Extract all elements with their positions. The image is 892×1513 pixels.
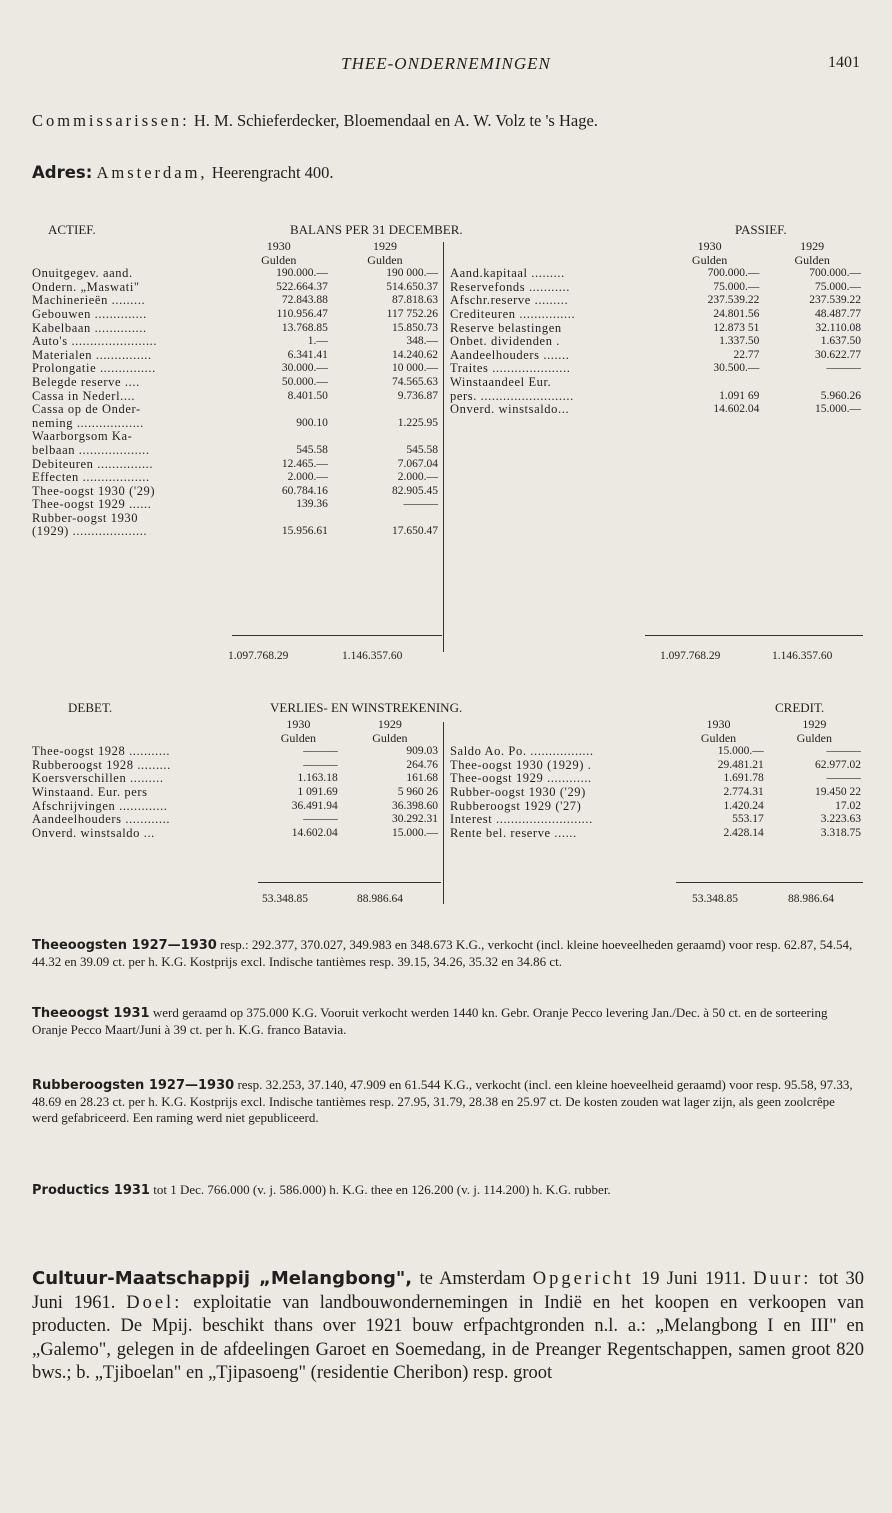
row-label: Crediteuren ............... bbox=[450, 306, 576, 321]
value-1930: 1.163.18 bbox=[297, 772, 338, 785]
row-label: Gebouwen .............. bbox=[32, 306, 147, 321]
table-row bbox=[448, 772, 863, 786]
value-1930 bbox=[228, 512, 330, 526]
note-theeoogsten bbox=[32, 937, 862, 970]
unit-header-row bbox=[448, 732, 863, 746]
debet-label: DEBET. bbox=[68, 700, 113, 715]
adres-city: Amsterdam, bbox=[96, 163, 208, 182]
value-1930: 545.58 bbox=[296, 443, 328, 456]
year-1930: 1930 bbox=[286, 717, 311, 731]
value-1929: ——— bbox=[826, 772, 861, 785]
value-1929: ——— bbox=[826, 745, 861, 758]
credit-total-1930: 53.348.85 bbox=[692, 893, 738, 905]
value-1930: 1 091.69 bbox=[297, 785, 338, 798]
value-1929: 3.223.63 bbox=[820, 813, 861, 826]
row-label: pers. ......................... bbox=[450, 388, 574, 403]
value-1929: 909.03 bbox=[406, 745, 438, 758]
value-1929: 264.76 bbox=[406, 758, 438, 771]
actief-total-1929: 1.146.357.60 bbox=[342, 650, 403, 662]
value-1929: 48.487.77 bbox=[815, 307, 861, 320]
table-row bbox=[448, 759, 863, 773]
value-1929: 9.736.87 bbox=[397, 389, 438, 402]
credit-table bbox=[448, 718, 863, 840]
value-1930: 900.10 bbox=[296, 416, 328, 429]
company-entry bbox=[32, 1267, 864, 1386]
commissarissen-label: Commissarissen: bbox=[32, 111, 190, 130]
table-row bbox=[30, 444, 440, 458]
passief-total-1929: 1.146.357.60 bbox=[772, 650, 833, 662]
note-producties bbox=[32, 1182, 862, 1199]
table-row bbox=[30, 335, 440, 349]
value-1930: ——— bbox=[303, 758, 338, 771]
table-row bbox=[448, 813, 863, 827]
passief-label: PASSIEF. bbox=[735, 222, 787, 237]
value-1930: 24.801.56 bbox=[713, 307, 760, 320]
unit-label: Gulden bbox=[372, 730, 408, 745]
year-1930: 1930 bbox=[697, 239, 722, 253]
value-1929: 32.110.08 bbox=[815, 321, 861, 334]
value-1929 bbox=[761, 376, 863, 390]
value-1929: 5.960.26 bbox=[820, 389, 861, 402]
row-label: Belegde reserve .... bbox=[32, 374, 140, 389]
passief-table bbox=[448, 240, 863, 417]
row-label: Winstaand. Eur. pers bbox=[32, 784, 148, 799]
row-label: Rubber-oogst 1930 bbox=[32, 510, 139, 525]
row-label: Saldo Ao. Po. ................. bbox=[450, 744, 594, 759]
table-row bbox=[30, 349, 440, 363]
balans-divider bbox=[443, 242, 444, 652]
row-label: Rente bel. reserve ...... bbox=[450, 825, 577, 840]
value-1929: 15.850.73 bbox=[392, 321, 438, 334]
value-1929 bbox=[330, 403, 440, 417]
adres-label: Adres: bbox=[32, 163, 93, 182]
value-1930: 14.602.04 bbox=[291, 826, 338, 839]
table-row bbox=[30, 485, 440, 499]
table-row bbox=[448, 403, 863, 417]
company-name: Cultuur-Maatschappij „Melangbong", bbox=[32, 1268, 413, 1289]
row-label: Koersverschillen ......... bbox=[32, 771, 164, 786]
table-row bbox=[448, 349, 863, 363]
year-header-row bbox=[448, 240, 863, 254]
value-1929: 19.450 22 bbox=[815, 785, 861, 798]
value-1930: 1.420.24 bbox=[723, 799, 764, 812]
year-1930: 1930 bbox=[266, 239, 291, 253]
row-label: neming .................. bbox=[32, 415, 144, 430]
value-1929 bbox=[330, 430, 440, 444]
value-1930: ——— bbox=[303, 813, 338, 826]
debet-table bbox=[30, 718, 440, 840]
value-1929: 17.02 bbox=[835, 799, 861, 812]
adres-street: Heerengracht 400. bbox=[211, 163, 334, 182]
table-row bbox=[30, 281, 440, 295]
duur-label: Duur: bbox=[753, 1269, 812, 1289]
row-label: Reserve belastingen bbox=[450, 320, 562, 335]
row-label: Reservefonds ........... bbox=[450, 279, 570, 294]
value-1929: 36.398.60 bbox=[392, 799, 438, 812]
row-label: Thee-oogst 1930 ('29) bbox=[32, 483, 156, 498]
table-row bbox=[448, 745, 863, 759]
value-1929: 15.000.— bbox=[392, 826, 438, 839]
value-1929: 17.650.47 bbox=[392, 525, 438, 538]
value-1930: 237.539.22 bbox=[707, 294, 760, 307]
table-row bbox=[30, 800, 440, 814]
value-1930: 60.784.16 bbox=[281, 484, 328, 497]
value-1929: 62.977.02 bbox=[815, 758, 861, 771]
row-label: Effecten .................. bbox=[32, 470, 150, 485]
value-1930: 139.36 bbox=[296, 498, 328, 511]
value-1930: 110.956.47 bbox=[276, 307, 328, 320]
value-1929: 87.818.63 bbox=[392, 294, 438, 307]
row-label: Thee-oogst 1929 ...... bbox=[32, 497, 152, 512]
row-label: Winstaandeel Eur. bbox=[450, 374, 552, 389]
value-1929 bbox=[330, 512, 440, 526]
value-1929: 14.240.62 bbox=[392, 348, 438, 361]
table-row bbox=[30, 471, 440, 485]
table-row bbox=[448, 308, 863, 322]
commissarissen-text: H. M. Schieferdecker, Bloemendaal en A. W. Volz te 's Hage. bbox=[193, 111, 598, 130]
year-1929: 1929 bbox=[372, 239, 397, 253]
table-row bbox=[30, 362, 440, 376]
value-1930: 13.768.85 bbox=[281, 321, 328, 334]
value-1930: 14.602.04 bbox=[713, 403, 760, 416]
table-row bbox=[30, 267, 440, 281]
note-head: Productics 1931 bbox=[32, 1183, 150, 1198]
value-1929: 7.067.04 bbox=[397, 457, 438, 470]
note-head: Theeoogst 1931 bbox=[32, 1006, 150, 1021]
verlies-divider bbox=[443, 722, 444, 904]
table-row bbox=[448, 390, 863, 404]
value-1930: 2.428.14 bbox=[723, 826, 764, 839]
table-row bbox=[30, 759, 440, 773]
note-text: werd geraamd op 375.000 K.G. Vooruit verkocht werden 1440 kn. Gebr. Oranje Pecco levering Jan./Dec. à 50 ct. en de sorteering Oranje Pecco Maart/Juni à 39 ct. per h. K.G. franco Batavia. bbox=[32, 1005, 828, 1037]
row-label: Aandeelhouders ....... bbox=[450, 347, 570, 362]
note-text: resp. 32.253, 37.140, 47.909 en 61.544 K.G., verkocht (incl. een kleine hoeveelheid geraamd) voor resp. 95.58, 97.33, 48.69 en 28.23 ct. per h. K.G. Kostprijs excl. Indische tantièmes resp. 27.95, 31.79, 28.38 en 25.97 ct. De kosten zouden wat lager zijn, als geen zoolcrêpe werd gefabriceerd. Een raming werd niet gepubliceerd. bbox=[32, 1077, 853, 1125]
value-1930: 30.500.— bbox=[713, 362, 760, 375]
table-row bbox=[30, 417, 440, 431]
table-row bbox=[448, 786, 863, 800]
value-1929: 75.000.— bbox=[815, 280, 861, 293]
value-1930: 36.491.94 bbox=[291, 799, 338, 812]
value-1930: 72.843.88 bbox=[281, 294, 328, 307]
value-1930: 700.000.— bbox=[707, 267, 760, 280]
note-head: Rubberoogsten 1927—1930 bbox=[32, 1078, 235, 1093]
row-label: Waarborgsom Ka- bbox=[32, 429, 133, 444]
table-row bbox=[30, 390, 440, 404]
row-label: Onuitgegev. aand. bbox=[32, 266, 133, 281]
value-1930: 1.— bbox=[307, 335, 328, 348]
table-row bbox=[30, 458, 440, 472]
page-running-title: THEE-ONDERNEMINGEN bbox=[341, 54, 551, 73]
debet-total-rule bbox=[258, 882, 441, 883]
debet-total-1929: 88.986.64 bbox=[357, 893, 403, 905]
passief-total-rule bbox=[645, 635, 863, 636]
credit-total-rule bbox=[676, 882, 863, 883]
value-1930: 75.000.— bbox=[713, 280, 760, 293]
row-label: Ondern. „Maswati" bbox=[32, 279, 140, 294]
row-label: Onverd. winstsaldo... bbox=[450, 402, 570, 417]
row-label: Cassa in Nederl.... bbox=[32, 388, 136, 403]
row-label: Thee-oogst 1930 (1929) . bbox=[450, 757, 592, 772]
table-row bbox=[30, 512, 440, 526]
table-row bbox=[30, 772, 440, 786]
credit-label: CREDIT. bbox=[775, 700, 825, 715]
row-label: Cassa op de Onder- bbox=[32, 402, 141, 417]
value-1929: ——— bbox=[403, 498, 438, 511]
note-text: resp.: 292.377, 370.027, 349.983 en 348.673 K.G., verkocht (incl. kleine hoeveelheden geraamd) voor resp. 62.87, 54.54, 44.32 en 39.09 ct. per h. K.G. Kostprijs excl. Indische tantièmes resp. 39.15, 34.26, 35.32 en 34.86 ct. bbox=[32, 937, 853, 969]
table-row bbox=[448, 827, 863, 841]
value-1929: 74.565.63 bbox=[392, 375, 438, 388]
table-row bbox=[30, 786, 440, 800]
table-row bbox=[30, 813, 440, 827]
unit-label: Gulden bbox=[796, 730, 832, 745]
debet-total-1930: 53.348.85 bbox=[262, 893, 308, 905]
value-1930: 15.956.61 bbox=[281, 525, 328, 538]
value-1930: 22.77 bbox=[733, 348, 760, 361]
year-1929: 1929 bbox=[802, 717, 827, 731]
value-1930: 30.000.— bbox=[281, 362, 328, 375]
table-row bbox=[30, 376, 440, 390]
value-1929: 82.905.45 bbox=[392, 484, 438, 497]
table-row bbox=[30, 827, 440, 841]
value-1930: 1.691.78 bbox=[723, 772, 764, 785]
table-row bbox=[30, 525, 440, 539]
value-1930: 15.000.— bbox=[717, 745, 764, 758]
value-1930: 1.337.50 bbox=[719, 335, 760, 348]
value-1930: 1.091 69 bbox=[719, 389, 760, 402]
value-1929: 117 752.26 bbox=[386, 307, 438, 320]
actief-table bbox=[30, 240, 440, 539]
table-row bbox=[448, 335, 863, 349]
value-1929: 237.539.22 bbox=[809, 294, 861, 307]
row-label: Debiteuren ............... bbox=[32, 456, 154, 471]
value-1929: 15.000.— bbox=[815, 403, 861, 416]
row-label: Aand.kapitaal ......... bbox=[450, 266, 565, 281]
unit-label: Gulden bbox=[280, 730, 317, 745]
row-label: Materialen ............... bbox=[32, 347, 152, 362]
year-1929: 1929 bbox=[800, 239, 825, 253]
row-label: Rubber-oogst 1930 ('29) bbox=[450, 784, 586, 799]
row-label: Onbet. dividenden . bbox=[450, 334, 560, 349]
table-row bbox=[30, 322, 440, 336]
value-1930: ——— bbox=[303, 745, 338, 758]
value-1929: 1.637.50 bbox=[820, 335, 861, 348]
row-label: Traites ..................... bbox=[450, 361, 571, 376]
value-1929: 190 000.— bbox=[386, 267, 438, 280]
actief-total-1930: 1.097.768.29 bbox=[228, 650, 289, 662]
unit-label: Gulden bbox=[700, 730, 737, 745]
table-row bbox=[448, 294, 863, 308]
opgericht-date: 19 Juni 1911. bbox=[641, 1269, 746, 1289]
row-label: Thee-oogst 1928 ........... bbox=[32, 744, 171, 759]
table-row bbox=[448, 322, 863, 336]
table-row bbox=[30, 745, 440, 759]
row-label: Kabelbaan .............. bbox=[32, 320, 147, 335]
value-1930: 2.000.— bbox=[287, 471, 328, 484]
page-number: 1401 bbox=[828, 54, 860, 71]
table-row bbox=[448, 267, 863, 281]
value-1930: 522.664.37 bbox=[276, 280, 328, 293]
actief-total-rule bbox=[232, 635, 442, 636]
value-1929: 30.622.77 bbox=[815, 348, 861, 361]
table-row bbox=[448, 281, 863, 295]
passief-total-1930: 1.097.768.29 bbox=[660, 650, 721, 662]
adres-paragraph bbox=[32, 162, 862, 183]
value-1930 bbox=[228, 403, 330, 417]
value-1929: 514.650.37 bbox=[386, 280, 438, 293]
unit-label: Gulden bbox=[367, 252, 403, 267]
value-1930: 8.401.50 bbox=[287, 389, 328, 402]
table-row bbox=[30, 308, 440, 322]
unit-label: Gulden bbox=[691, 252, 728, 267]
year-1930: 1930 bbox=[706, 717, 731, 731]
value-1929: 348.— bbox=[406, 335, 438, 348]
balans-title: BALANS PER 31 DECEMBER. bbox=[290, 222, 463, 237]
row-label: Onverd. winstsaldo ... bbox=[32, 825, 155, 840]
credit-total-1929: 88.986.64 bbox=[788, 893, 834, 905]
row-label: Aandeelhouders ............ bbox=[32, 812, 171, 827]
company-location: te Amsterdam bbox=[419, 1269, 526, 1289]
note-theeoogst-1931 bbox=[32, 1005, 862, 1038]
row-label: Prolongatie ............... bbox=[32, 361, 156, 376]
value-1929: 1.225.95 bbox=[397, 416, 438, 429]
unit-header-row bbox=[30, 254, 440, 268]
duur-value: tot 30 Juni 1961. bbox=[32, 1269, 865, 1313]
row-label: belbaan ................... bbox=[32, 442, 150, 457]
table-row bbox=[448, 362, 863, 376]
value-1929: 3.318.75 bbox=[820, 826, 861, 839]
table-row bbox=[448, 376, 863, 390]
value-1930: 29.481.21 bbox=[717, 758, 764, 771]
value-1929: 161.68 bbox=[406, 772, 438, 785]
value-1930: 2.774.31 bbox=[723, 785, 764, 798]
verlies-title: VERLIES- EN WINSTREKENING. bbox=[270, 700, 463, 715]
note-head: Theeoogsten 1927—1930 bbox=[32, 938, 217, 953]
year-header-row bbox=[30, 718, 440, 732]
year-header-row bbox=[448, 718, 863, 732]
value-1929: 10 000.— bbox=[392, 362, 438, 375]
value-1929: 545.58 bbox=[406, 443, 438, 456]
table-row bbox=[30, 403, 440, 417]
opgericht-label: Opgericht bbox=[532, 1269, 634, 1289]
row-label: (1929) .................... bbox=[32, 524, 148, 539]
value-1930: 50.000.— bbox=[281, 375, 328, 388]
value-1929: ——— bbox=[826, 362, 861, 375]
actief-label: ACTIEF. bbox=[48, 222, 96, 237]
commissarissen-paragraph bbox=[32, 110, 862, 131]
value-1930: 190.000.— bbox=[276, 267, 328, 280]
row-label: Interest .......................... bbox=[450, 812, 593, 827]
row-label: Auto's ....................... bbox=[32, 334, 158, 349]
unit-label: Gulden bbox=[261, 252, 297, 267]
note-rubberoogsten bbox=[32, 1077, 862, 1126]
value-1929: 2.000.— bbox=[397, 471, 438, 484]
value-1930: 12.465.— bbox=[281, 457, 328, 470]
value-1930 bbox=[658, 376, 762, 390]
value-1930: 6.341.41 bbox=[287, 348, 328, 361]
year-1929: 1929 bbox=[377, 717, 402, 731]
table-row bbox=[30, 430, 440, 444]
unit-label: Gulden bbox=[794, 252, 830, 267]
doel-text: exploitatie van landbouwondernemingen in Indië en het koopen en verkoopen van producten. De Mpij. beschikt thans over 1921 bouw erfpachtgronden n.l. a.: „Melangbong I en III" en „Galemo", gelegen in de afdeelingen Garoet en Soemedang, in de Preanger Regentschappen, samen groot 820 bws.; b. „Tjiboelan" en „Tjipasoeng" (residentie Cheribon) resp. groot bbox=[32, 1292, 865, 1384]
row-label: Afschr.reserve ......... bbox=[450, 293, 569, 308]
note-text: tot 1 Dec. 766.000 (v. j. 586.000) h. K.G. thee en 126.200 (v. j. 114.200) h. K.G. rubber. bbox=[153, 1182, 611, 1197]
value-1929: 5 960 26 bbox=[397, 785, 438, 798]
value-1930 bbox=[228, 430, 330, 444]
row-label: Afschrijvingen ............. bbox=[32, 798, 168, 813]
row-label: Machinerieën ......... bbox=[32, 293, 146, 308]
value-1930: 553.17 bbox=[732, 813, 764, 826]
table-row bbox=[448, 800, 863, 814]
value-1929: 30.292.31 bbox=[392, 813, 438, 826]
unit-header-row bbox=[30, 732, 440, 746]
value-1929: 700.000.— bbox=[809, 267, 861, 280]
table-row bbox=[30, 498, 440, 512]
year-header-row bbox=[30, 240, 440, 254]
doel-label: Doel: bbox=[126, 1292, 183, 1313]
row-label: Rubberoogst 1928 ......... bbox=[32, 757, 171, 772]
value-1930: 12.873 51 bbox=[713, 321, 760, 334]
unit-header-row bbox=[448, 254, 863, 268]
row-label: Rubberoogst 1929 ('27) bbox=[450, 798, 582, 813]
row-label: Thee-oogst 1929 ............ bbox=[450, 771, 592, 786]
table-row bbox=[30, 294, 440, 308]
